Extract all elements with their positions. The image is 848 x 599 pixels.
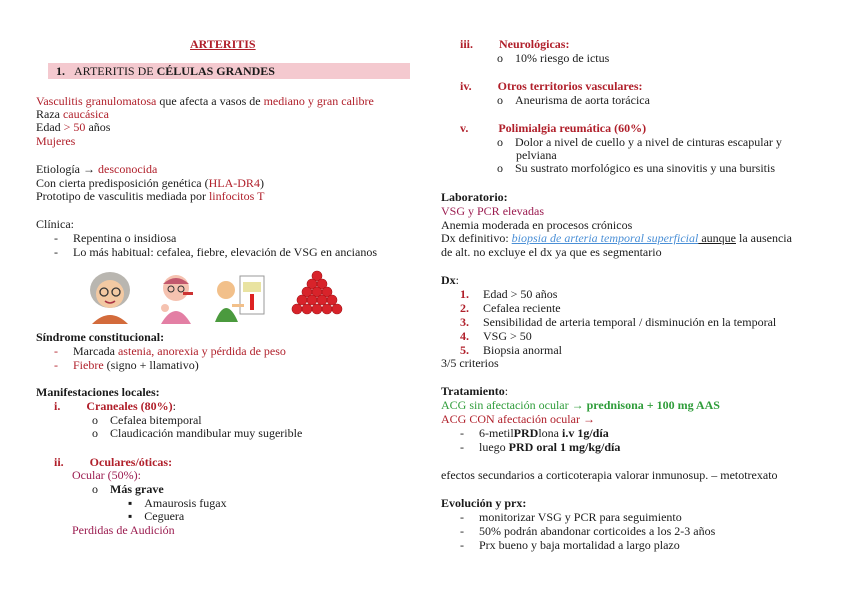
lab-line-2: Anemia moderada en procesos crónicos <box>441 218 633 232</box>
section-bold: CÉLULAS GRANDES <box>156 64 275 78</box>
lab-heading: Laboratorio: <box>441 190 508 204</box>
perdidas-audicion: Perdidas de Audición <box>72 523 175 537</box>
craneales-heading: i. Craneales (80%): <box>54 399 177 413</box>
sindrome-heading: Síndrome constitucional: <box>36 330 165 344</box>
tto-item-2: - luego PRD oral 1 mg/kg/día <box>460 440 621 454</box>
otros-item-1: o Aneurisma de aorta torácica <box>497 93 650 107</box>
ocular-sub-2: ▪ Ceguera <box>128 509 185 523</box>
polimialgia-item-1-cont: pelviana <box>516 148 557 162</box>
biopsia-link[interactable]: biopsia de arteria temporal superficial <box>511 231 699 245</box>
evol-item-3: - Prx bueno y baja mortalidad a largo plazo <box>460 538 680 552</box>
dx-criterios: 3/5 criterios <box>441 356 499 370</box>
sindrome-item-1: - Marcada astenia, anorexia y pérdida de peso <box>54 344 286 358</box>
evol-heading: Evolución y prx: <box>441 496 527 510</box>
intro-line-4: Mujeres <box>36 134 76 148</box>
polimialgia-item-1: o Dolor a nivel de cuello y a nivel de cinturas escapular y <box>497 135 782 149</box>
page-title: ARTERITIS <box>190 37 256 51</box>
intro-line-2: Raza caucásica <box>36 107 109 121</box>
clinica-item-1: - Repentina o insidiosa <box>54 231 177 245</box>
clinica-label: Clínica: <box>36 217 74 231</box>
craneales-item-1: o Cefalea bitemporal <box>92 413 202 427</box>
tto-line-1: ACG sin afectación ocular → prednisona + 100 mg AAS <box>441 398 720 412</box>
tto-line-2: ACG CON afectación ocular → <box>441 412 595 426</box>
ocular-sub-1: ▪ Amaurosis fugax <box>128 496 227 510</box>
section-number: 1. <box>56 64 65 78</box>
neuro-item-1: o 10% riesgo de ictus <box>497 51 610 65</box>
otros-heading: iv. Otros territorios vasculares: <box>460 79 643 93</box>
etiologia-line-2: Con cierta predisposición genética (HLA-DR4) <box>36 176 264 190</box>
evol-item-2: - 50% podrán abandonar corticoides a los 2-3 años <box>460 524 716 538</box>
polimialgia-heading: v. Polimialgia reumática (60%) <box>460 121 647 135</box>
woman-fever-icon <box>155 272 197 324</box>
elderly-woman-icon <box>86 270 134 324</box>
etiologia-line-1: Etiología → desconocida <box>36 162 158 176</box>
dx-heading: Dx: <box>441 273 460 287</box>
intro-line-3: Edad > 50 años <box>36 120 111 134</box>
mas-grave: o Más grave <box>92 482 164 496</box>
polimialgia-item-2: o Su sustrato morfológico es una sinovitis y una bursitis <box>497 161 775 175</box>
dx-item: 5. Biopsia anormal <box>460 343 562 357</box>
tto-item-1: - 6-metilPRDlona i.v 1g/día <box>460 426 609 440</box>
lab-line-4: de alt. no excluye el dx ya que es segmentario <box>441 245 662 259</box>
craneales-item-2: o Claudicación mandibular muy sugerible <box>92 426 303 440</box>
man-blood-test-icon <box>212 274 268 322</box>
manif-heading: Manifestaciones locales: <box>36 385 160 399</box>
dx-item: 1. Edad > 50 años <box>460 287 558 301</box>
intro-line-1: Vasculitis granulomatosa que afecta a vasos de mediano y gran calibre <box>36 94 374 108</box>
section-prefix: ARTERITIS DE <box>74 64 157 78</box>
ocular-label: Ocular (50%): <box>72 468 141 482</box>
dx-item: 3. Sensibilidad de arteria temporal / disminución en la temporal <box>460 315 777 329</box>
lab-line-1: VSG y PCR elevadas <box>441 204 544 218</box>
sindrome-item-2: - Fiebre (signo + llamativo) <box>54 358 199 372</box>
efectos-line: efectos secundarios a corticoterapia valorar inmunosup. – metotrexato <box>441 468 778 482</box>
dx-item: 4. VSG > 50 <box>460 329 532 343</box>
oculares-heading: ii. Oculares/óticas: <box>54 455 173 469</box>
dx-item: 2. Cefalea reciente <box>460 301 561 315</box>
section-heading <box>56 64 275 78</box>
lab-line-3: Dx definitivo: biopsia de arteria temporal superficial aunque la ausencia <box>441 231 792 245</box>
clinica-item-2: - Lo más habitual: cefalea, fiebre, elevación de VSG en ancianos <box>54 245 377 259</box>
red-blood-cells-icon <box>288 268 346 322</box>
tto-heading: Tratamiento: <box>441 384 509 398</box>
evol-item-1: - monitorizar VSG y PCR para seguimiento <box>460 510 682 524</box>
neuro-heading: iii. Neurológicas: <box>460 37 570 51</box>
etiologia-line-3: Prototipo de vasculitis mediada por linfocitos T <box>36 189 265 203</box>
